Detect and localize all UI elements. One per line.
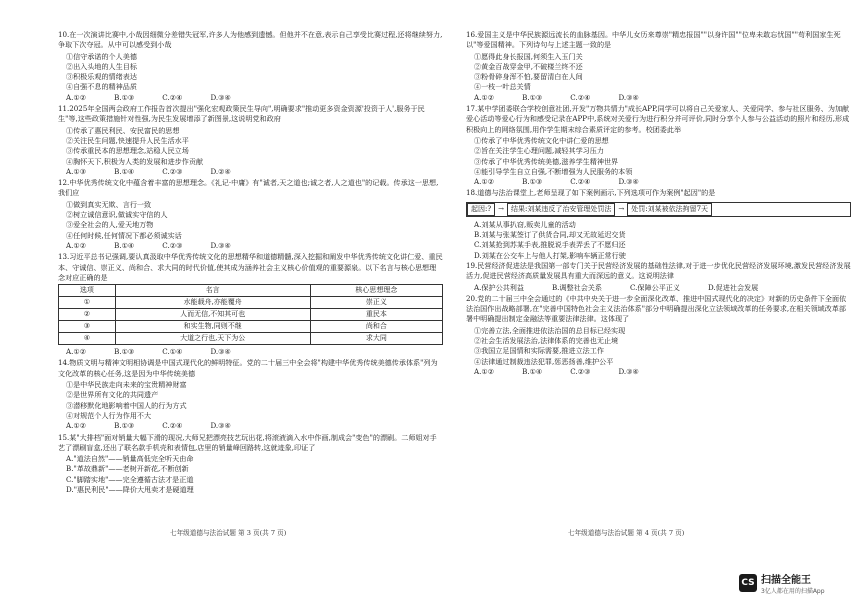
question-q12 xyxy=(58,178,443,251)
question-option: ③潜移默化地影响着中国人的行为方式 xyxy=(66,400,187,410)
answer-choices xyxy=(66,167,443,177)
answer-choice: C.②④ xyxy=(162,92,183,102)
question-stem: 12.中华优秀传统文化中蕴含着丰富的思想理念。《礼记·中庸》有"诚者,天之道也;诚之者,人之道也"的记载。传承这一思想,我们应 xyxy=(58,178,439,198)
answer-choice: C.②④ xyxy=(570,92,591,102)
answer-choices xyxy=(474,367,851,377)
answer-choice: B.①③ xyxy=(522,177,543,187)
answer-choice: A.保护公共利益 xyxy=(474,282,524,292)
quote-table-row xyxy=(59,297,443,309)
question-option: ①传承了中华优秀传统文化中讲仁爱的思想 xyxy=(474,135,609,145)
camscanner-logo-icon: CS xyxy=(739,574,757,592)
question-option: B."革故鼎新"——老树开新花,不断创新 xyxy=(66,464,189,474)
case-flow-diagram xyxy=(466,202,851,217)
quote-table-row xyxy=(59,309,443,321)
question-option: ③积极乐观的情绪表达 xyxy=(66,72,137,82)
question-stem: 14.物质文明与精神文明相协调是中国式现代化的鲜明特征。党的二十届三中全会将"构建中华优秀传统美德传承体系"列为文化改革的核心任务,这是因为中华传统美德 xyxy=(58,358,438,378)
quote-table-row xyxy=(59,321,443,333)
answer-choice: C.②④ xyxy=(162,421,183,431)
question-option: ④一枝一叶总关情 xyxy=(474,82,531,92)
question-q18 xyxy=(466,188,851,260)
answer-choices xyxy=(66,93,443,103)
question-option: D."惠民利民"——降价大甩卖才是硬道理 xyxy=(66,484,194,494)
quote-table-cell: 尚和合 xyxy=(310,321,442,333)
flow-step: 处罚:刘某被依法拘留7天 xyxy=(627,203,712,216)
watermark-title: 扫描全能王 xyxy=(761,575,811,586)
question-option: B.刘某与张某签订了供货合同,却又无故延迟交货 xyxy=(474,230,626,240)
question-option: A."道法自然"——销量高低完全听天由命 xyxy=(66,454,194,464)
answer-choice: A.①② xyxy=(66,421,87,431)
answer-choices xyxy=(66,241,443,251)
quote-table-header-row xyxy=(59,285,443,297)
quote-table-cell: ② xyxy=(59,309,116,321)
answer-choice: A.①② xyxy=(66,347,87,357)
answer-choice: D.②④ xyxy=(210,166,231,176)
question-option: C.刘某抢到苏某手表,推脱说手表弄丢了不愿归还 xyxy=(474,240,626,250)
answer-choice: D.③④ xyxy=(210,240,231,250)
question-option: ①完善立法,全面推进依法治国的总目标已经实现 xyxy=(474,325,626,335)
answer-choice: A.①② xyxy=(474,366,495,376)
quote-table-cell: 人而无信,不知其可也 xyxy=(115,309,310,321)
question-stem: 17.某中学团委联合学校创意社团,开发"万物共情力"成长APP,同学可以将自己关爱家人、关爱同学、参与社区服务、为加献爱心活动等爱心行为和感受记录在APP中,系统对关爱行为进行积分并可评价,同时分享个人参与公益活动的照片和经历,形成积极向上的网络氛围,用作学生期末综合素质评定的参考。校团委此举 xyxy=(466,104,850,134)
quote-table-header: 核心思想理念 xyxy=(310,285,442,297)
question-option: ①传承了惠民利民、安民富民的思想 xyxy=(66,125,180,135)
question-stem: 20.党的二十届三中全会通过的《中共中央关于进一步全面深化改革、推进中国式现代化的决定》对新的历史条件下全面依法治国作出战略部署,在"完善中国特色社会主义法治体系"部分中明确提出深化立法领域改革的任务要求,在相关领域改革部署中明确提出制定金融法等重要法律法律。这体现了 xyxy=(466,293,847,324)
question-option: ①做到真实无欺、言行一致 xyxy=(66,199,152,209)
question-option: ④胸怀天下,积极为人类的发展和进步作贡献 xyxy=(66,156,204,166)
quote-table-cell: 大道之行也,天下为公 xyxy=(115,333,310,345)
answer-choice: A.①② xyxy=(66,240,87,250)
quote-table-cell: 求大同 xyxy=(310,333,442,345)
question-option: ②树立诚信意识,做诚实守信的人 xyxy=(66,210,168,220)
question-q16 xyxy=(466,30,851,103)
question-stem: 19.民营经济促进法是我国第一部专门关于民营经济发展的基础性法律,对于进一步优化民营经济发展环境,激发民营经济发展活力,促进民营经济高质量发展具有重大而深远的意义。这说明法律 xyxy=(466,260,851,281)
question-option: ④任何时候,任何情况下都必须诚实话 xyxy=(66,230,182,240)
answer-choices xyxy=(474,283,851,293)
right-page xyxy=(466,30,851,550)
question-q11 xyxy=(58,104,443,177)
question-stem: 10.在一次演讲比赛中,小哉因细微分差错失冠军,许多人为他感到遗憾。但他并不在意,表示自己享受比赛过程,还将继续努力,争取下次夺冠。从中可以感受到小哉 xyxy=(58,30,443,50)
left-page-footer: 七年级道德与法治试题 第 3 页(共 7 页) xyxy=(170,529,287,537)
answer-choice: B.调整社会关系 xyxy=(551,282,602,292)
question-q13 xyxy=(58,252,443,357)
answer-choice: B.①④ xyxy=(114,166,135,176)
answer-choice: B.①④ xyxy=(522,366,543,376)
question-option: ②旨在关注学生心理问题,减轻其学习压力 xyxy=(474,146,604,156)
question-option: D.刘某在公交车上与他人打架,影响车辆正常行驶 xyxy=(474,250,626,260)
question-q20 xyxy=(466,294,851,377)
question-option: ②黄金百战穿金甲,不破楼兰终不还 xyxy=(474,61,583,71)
question-q17 xyxy=(466,104,851,187)
question-option: ④自强不息的精神品质 xyxy=(66,82,137,92)
answer-choice: D.③④ xyxy=(618,366,639,376)
flow-step: 起因:? xyxy=(467,203,495,216)
question-option: C."脚踏实地"——完全遵循古法才是正道 xyxy=(66,474,194,484)
question-stem: 16.爱国主义是中华民族源远流长的血脉基因。中华儿女历来尊崇"精忠报国""以身许国""位卑未敢忘忧国""苟利国家生死以"等爱国精神。下列诗句与上述主题一致的是 xyxy=(466,30,841,50)
question-option: ①愿得此身长报国,何须生入玉门关 xyxy=(474,51,583,61)
answer-choice: C.①④ xyxy=(162,347,183,357)
question-q10 xyxy=(58,30,443,103)
answer-choice: B.①③ xyxy=(114,421,135,431)
quote-table-cell: 和实生物,同则不继 xyxy=(115,321,310,333)
right-page-footer: 七年级道德与法治试题 第 4 页(共 7 页) xyxy=(568,529,685,537)
answer-choice: D.③④ xyxy=(210,421,231,431)
question-option: ③传承了中华优秀传统美德,滋养学生精神世界 xyxy=(474,156,619,166)
answer-choice: C.②③ xyxy=(162,166,183,176)
answer-choice: C.②④ xyxy=(570,177,591,187)
question-option: ②是世界所有文化的共同遗产 xyxy=(66,390,159,400)
answer-choices xyxy=(66,347,443,357)
answer-choice: D.③④ xyxy=(618,177,639,187)
answer-choice: C.保障公平正义 xyxy=(629,282,680,292)
question-option: ②关注民生问题,快速提升人民生活水平 xyxy=(66,135,189,145)
question-option: ②社会生活发展法治,法律体系的完善也无止境 xyxy=(474,336,619,346)
question-option: ③爱全社会的人,爱天地万物 xyxy=(66,220,154,230)
left-page xyxy=(58,30,443,550)
quote-table-header: 选项 xyxy=(59,285,116,297)
question-stem: 15.某"大排档"面对销量大幅下滑的现况,大师兄把漂亮技艺玩出花,将滚液滴入水中作画,制成会"变色"的漂刷。二师姐对手艺了漂刷盲盒,还出了联名款手机壳和表情包,店里的销量峰回路转,这就迹象,印证了 xyxy=(58,432,437,452)
answer-choice: A.①② xyxy=(66,92,87,102)
question-option: ③传承重民本的思想理念,站稳人民立场 xyxy=(66,146,189,156)
quote-table-cell: 水能载舟,亦能覆舟 xyxy=(115,297,310,309)
question-q15 xyxy=(58,433,443,496)
question-option: ④法律通过制裁违法犯罪,惩恶扬善,维护公平 xyxy=(474,356,614,366)
quote-table-cell: 崇正义 xyxy=(310,297,442,309)
question-option: ①信守承诺的个人美德 xyxy=(66,51,137,61)
answer-choices xyxy=(474,177,851,187)
question-q14 xyxy=(58,358,443,431)
answer-choices xyxy=(474,93,851,103)
flow-arrow: → xyxy=(498,205,504,214)
question-option: ④对规范个人行为作用不大 xyxy=(66,410,152,420)
question-q19 xyxy=(466,261,851,293)
question-stem: 18.道德与法治课堂上,老师呈现了如下案例画示,下列选项可作为案例"起因"的是 xyxy=(466,188,716,198)
question-option: ①是中华民族走向未来的宝贵精神财富 xyxy=(66,380,187,390)
watermark-subtitle: 3亿人都在用的扫描App xyxy=(761,588,825,595)
answer-choice: A.①② xyxy=(474,177,495,187)
flow-step: 结果:刘某违反了治安管理处罚法 xyxy=(507,203,615,216)
answer-choice: A.①③ xyxy=(66,166,87,176)
question-stem: 11.2025年全国两会政府工作报告首次提出"强化宏观政策民生导向",明确要求"推动更多资金资源'投资于人',服务于民生"等,这些政策措施针对性强,为民生发展增添了新图景,这说明党和政府 xyxy=(58,104,425,124)
question-option: ③粉骨碎身浑不怕,要留清白在人间 xyxy=(474,72,583,82)
quote-table-cell: ③ xyxy=(59,321,116,333)
question-option: ③我国立足国情和实际需要,推进立法工作 xyxy=(474,346,604,356)
question-option: ②出入头地的人生目标 xyxy=(66,61,137,71)
quote-table-header: 名言 xyxy=(115,285,310,297)
question-stem: 13.习近平总书记强调,要认真汲取中华优秀传统文化的思想精华和道德精髓,深入挖掘和阐发中华优秀传统文化讲仁爱、重民本、守诚信、崇正义、尚和合、求大同的时代价值,使其成为涵养社会主义核心价值观的重要源泉。以下名言与核心思想理念对应正确的是 xyxy=(58,252,443,282)
quote-table-cell: ① xyxy=(59,297,116,309)
answer-choice: B.①③ xyxy=(522,92,543,102)
answer-choices xyxy=(66,421,443,431)
answer-choice: D.③④ xyxy=(210,347,231,357)
answer-choice: D.促进社会发展 xyxy=(707,282,759,292)
answer-choice: B.①③ xyxy=(114,92,135,102)
quote-table-row xyxy=(59,333,443,345)
answer-choice: D.③④ xyxy=(618,92,639,102)
flow-arrow: → xyxy=(618,205,625,214)
quote-table xyxy=(58,284,443,345)
quote-table-cell: 重民本 xyxy=(310,309,442,321)
question-option: A.刘某从事扒窃,贩卖儿童的活动 xyxy=(474,219,576,229)
question-option: ④能引导学生自立自强,不断增强为人民服务的本领 xyxy=(474,166,633,176)
answer-choice: B.①④ xyxy=(114,240,135,250)
answer-choice: C.②③ xyxy=(570,366,591,376)
answer-choice: B.①③ xyxy=(114,347,135,357)
quote-table-cell: ④ xyxy=(59,333,116,345)
scanner-watermark xyxy=(739,571,825,595)
answer-choice: C.②③ xyxy=(162,240,183,250)
answer-choice: D.③④ xyxy=(210,92,231,102)
answer-choice: A.①② xyxy=(474,92,495,102)
